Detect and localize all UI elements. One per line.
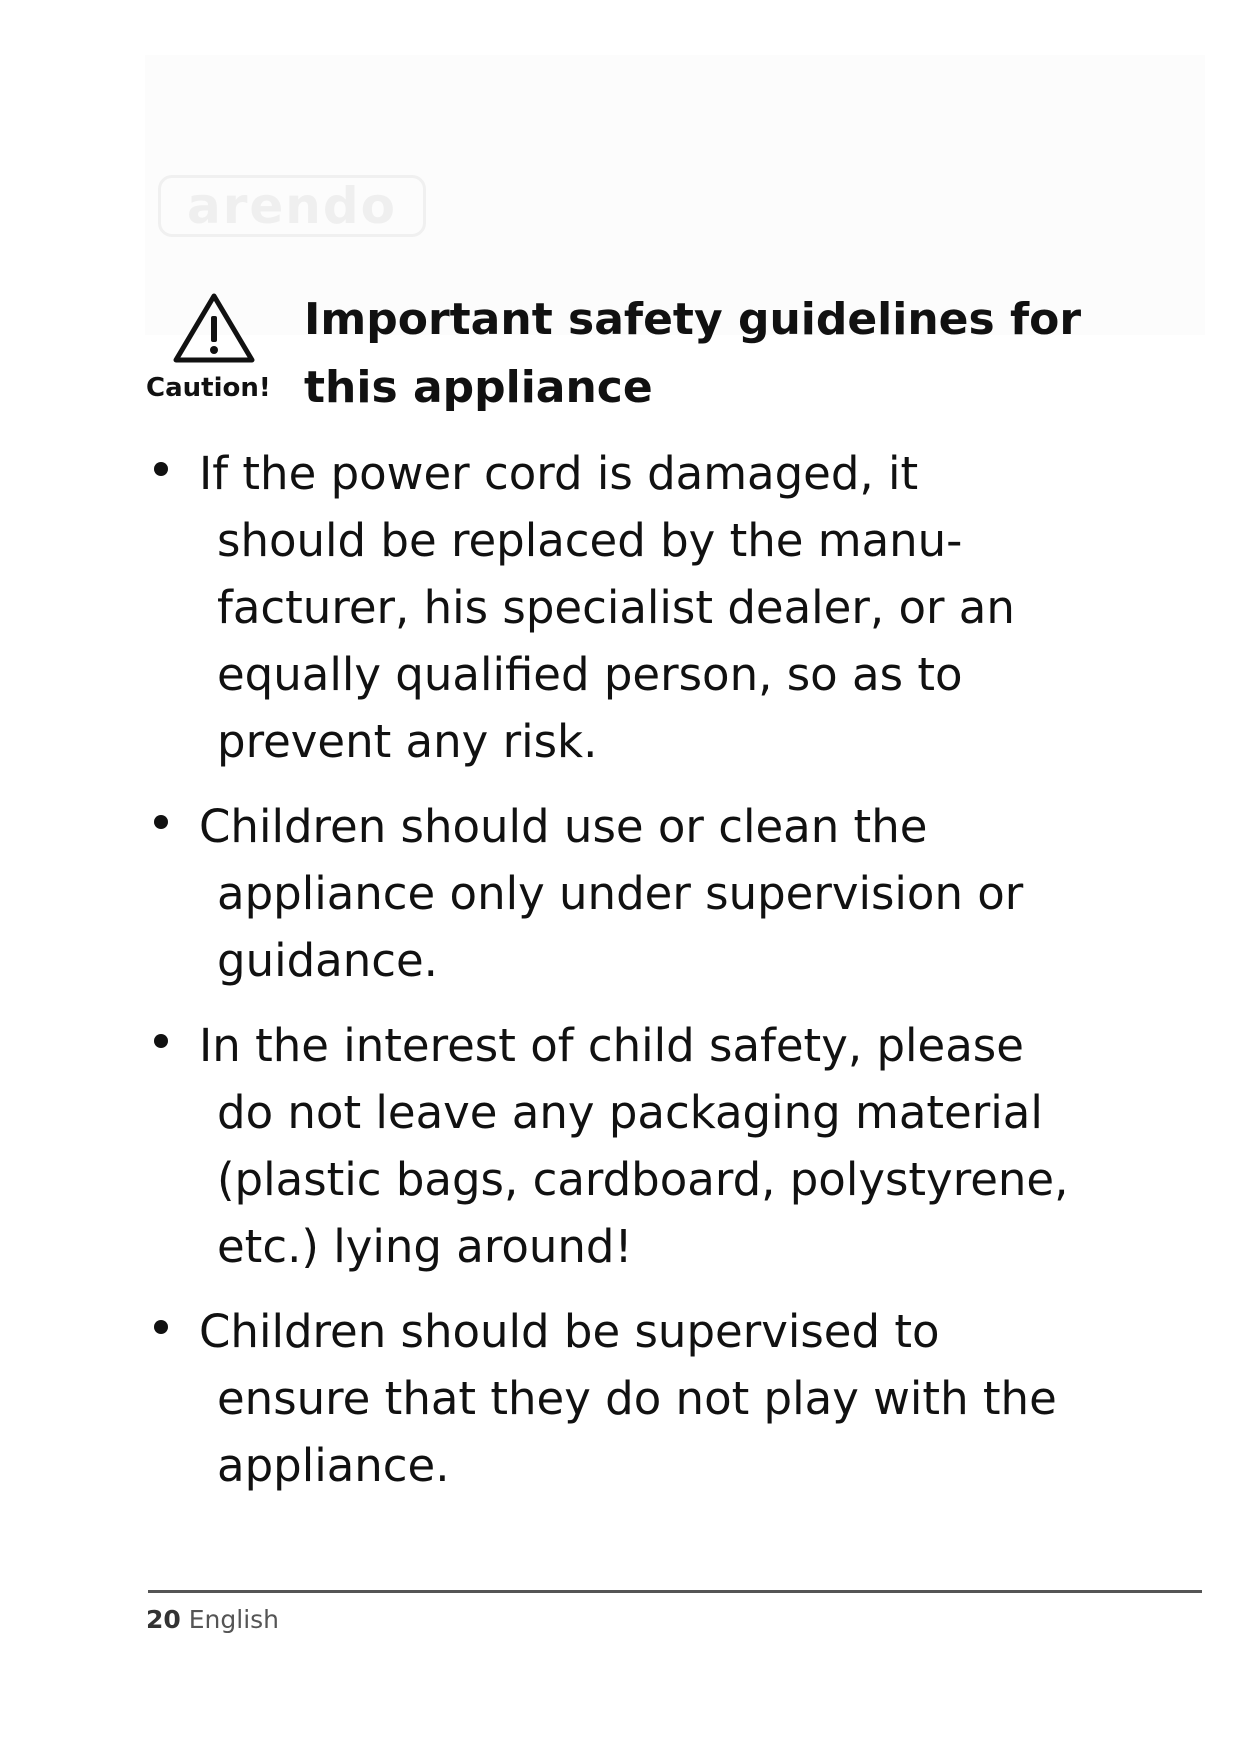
bullet-dot-icon [154,462,168,476]
bullet-text-line: In the interest of child safety, please [199,1019,1024,1072]
footer-language: English [188,1605,280,1634]
bullet-item [146,1012,1096,1280]
bullet-text-line: do not leave any packaging material [217,1086,1043,1139]
brand-logo: arendo [158,175,426,237]
bullet-dot-icon [154,815,168,829]
page-number: 20 [146,1605,181,1634]
page-footer [146,1604,279,1636]
bullet-text-line: If the power cord is damaged, it [199,447,919,500]
footer-divider [148,1590,1202,1593]
warning-triangle-icon [172,292,256,364]
bullet-text-line: guidance. [217,934,438,987]
bullet-text-line: appliance only under supervision or [217,867,1024,920]
bullet-text-line: equally qualified person, so as to [217,648,963,701]
page-heading [304,286,1164,422]
caution-label: Caution! [146,373,271,403]
bullet-dot-icon [154,1034,168,1048]
bullet-dot-icon [154,1320,168,1334]
bullet-item [146,440,1096,775]
bullet-item [146,793,1096,994]
bullet-text-line: etc.) lying around! [217,1220,633,1273]
bullet-text-line: prevent any risk. [217,715,598,768]
bullet-text-line: ensure that they do not play with the [217,1372,1057,1425]
safety-bullet-list [146,440,1096,1517]
heading-line: this appliance [304,362,653,413]
bullet-text-line: Children should be supervised to [199,1305,940,1358]
bullet-text-line: Children should use or clean the [199,800,928,853]
bullet-item [146,1298,1096,1499]
bullet-text-line: facturer, his specialist dealer, or an [217,581,1015,634]
bullet-text-line: appliance. [217,1439,450,1492]
bullet-text-line: should be replaced by the manu- [217,514,963,567]
heading-line: Important safety guidelines for [304,294,1082,345]
bullet-text-line: (plastic bags, cardboard, polystyrene, [217,1153,1069,1206]
